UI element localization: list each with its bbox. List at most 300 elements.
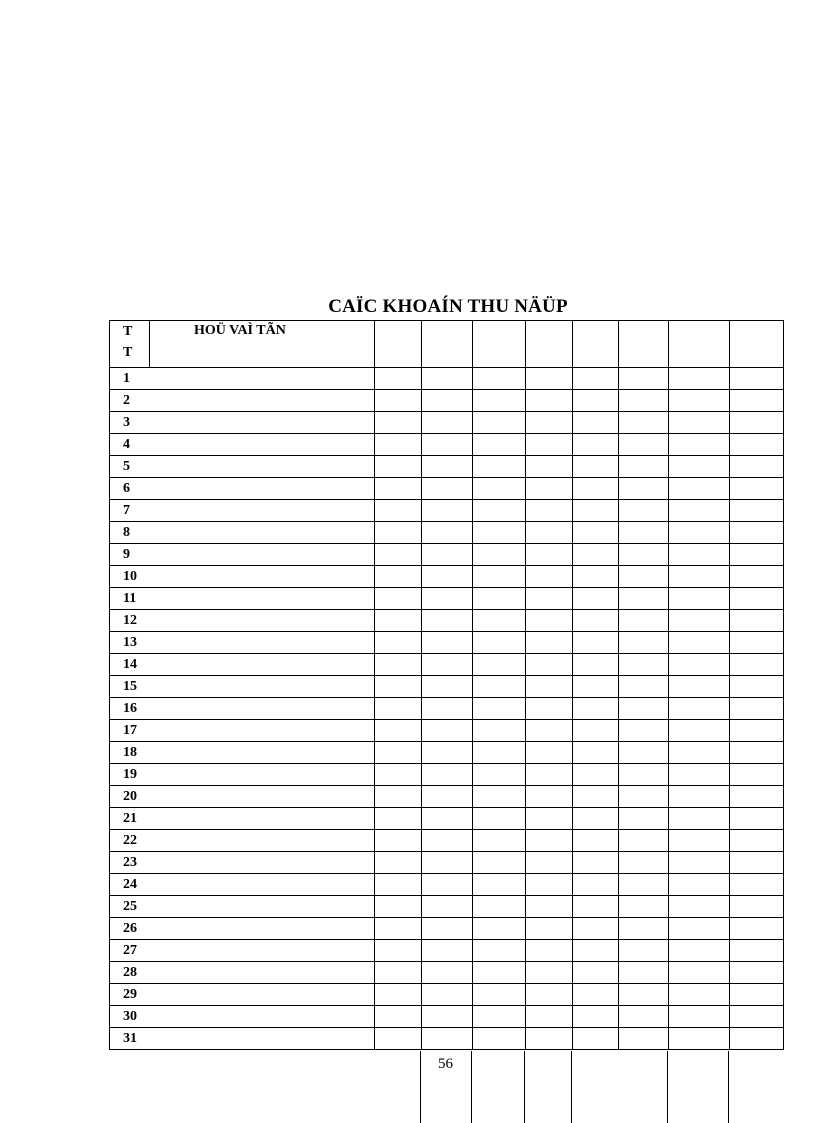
blank-cell[interactable]	[473, 808, 526, 830]
blank-cell[interactable]	[669, 676, 730, 698]
blank-cell[interactable]	[375, 940, 422, 962]
table-row	[110, 940, 784, 962]
blank-cell[interactable]	[619, 478, 669, 500]
blank-cell[interactable]	[422, 1006, 473, 1028]
blank-cell[interactable]	[669, 610, 730, 632]
header-blank	[669, 321, 730, 368]
blank-cell[interactable]	[375, 852, 422, 874]
blank-cell[interactable]	[422, 368, 473, 390]
blank-cell[interactable]	[669, 522, 730, 544]
blank-cell[interactable]	[526, 940, 573, 962]
blank-cell[interactable]	[619, 412, 669, 434]
blank-cell[interactable]	[573, 852, 619, 874]
blank-cell[interactable]	[422, 742, 473, 764]
blank-cell[interactable]	[473, 764, 526, 786]
table-row	[110, 1028, 784, 1050]
blank-cell[interactable]	[730, 588, 784, 610]
blank-cell[interactable]	[526, 500, 573, 522]
blank-cell[interactable]	[730, 918, 784, 940]
blank-cell[interactable]	[669, 808, 730, 830]
blank-cell[interactable]	[730, 698, 784, 720]
blank-cell[interactable]	[375, 962, 422, 984]
blank-cell[interactable]	[375, 984, 422, 1006]
blank-cell[interactable]	[473, 632, 526, 654]
blank-cell[interactable]	[473, 588, 526, 610]
header-blank	[573, 321, 619, 368]
blank-cell[interactable]	[375, 786, 422, 808]
blank-cell[interactable]	[473, 698, 526, 720]
blank-cell[interactable]	[669, 654, 730, 676]
blank-cell[interactable]	[526, 632, 573, 654]
blank-cell[interactable]	[730, 610, 784, 632]
blank-cell[interactable]	[573, 874, 619, 896]
blank-cell[interactable]	[669, 962, 730, 984]
blank-cell[interactable]	[619, 544, 669, 566]
blank-cell[interactable]	[730, 984, 784, 1006]
blank-cell[interactable]	[730, 1006, 784, 1028]
blank-cell[interactable]	[573, 610, 619, 632]
blank-cell[interactable]	[730, 720, 784, 742]
row-number: 14	[110, 654, 375, 676]
fees-table	[109, 320, 784, 1050]
blank-cell[interactable]	[730, 852, 784, 874]
blank-cell[interactable]	[473, 874, 526, 896]
blank-cell[interactable]	[422, 654, 473, 676]
blank-cell[interactable]	[526, 962, 573, 984]
blank-cell[interactable]	[473, 830, 526, 852]
blank-cell[interactable]	[473, 522, 526, 544]
blank-cell[interactable]	[573, 390, 619, 412]
blank-cell[interactable]	[422, 456, 473, 478]
blank-cell[interactable]	[422, 632, 473, 654]
blank-cell[interactable]	[619, 984, 669, 1006]
blank-cell[interactable]	[669, 588, 730, 610]
blank-cell[interactable]	[375, 588, 422, 610]
blank-cell[interactable]	[573, 456, 619, 478]
row-number: 30	[110, 1006, 375, 1028]
blank-cell[interactable]	[573, 434, 619, 456]
table-row	[110, 962, 784, 984]
blank-cell[interactable]	[730, 522, 784, 544]
blank-cell[interactable]	[669, 874, 730, 896]
blank-cell[interactable]	[422, 390, 473, 412]
blank-cell[interactable]	[526, 742, 573, 764]
blank-cell[interactable]	[619, 1006, 669, 1028]
row-number: 15	[110, 676, 375, 698]
blank-cell[interactable]	[526, 588, 573, 610]
blank-cell[interactable]	[730, 654, 784, 676]
blank-cell[interactable]	[573, 588, 619, 610]
row-number: 16	[110, 698, 375, 720]
blank-cell[interactable]	[669, 896, 730, 918]
blank-cell[interactable]	[669, 786, 730, 808]
blank-cell[interactable]	[730, 500, 784, 522]
blank-cell[interactable]	[375, 500, 422, 522]
blank-cell[interactable]	[375, 676, 422, 698]
blank-cell[interactable]	[730, 368, 784, 390]
blank-cell[interactable]	[375, 412, 422, 434]
row-number: 19	[110, 764, 375, 786]
blank-cell[interactable]	[375, 896, 422, 918]
blank-cell[interactable]	[669, 830, 730, 852]
blank-cell[interactable]	[422, 984, 473, 1006]
blank-cell[interactable]	[375, 698, 422, 720]
blank-cell[interactable]	[526, 1006, 573, 1028]
blank-cell[interactable]	[473, 566, 526, 588]
row-number: 18	[110, 742, 375, 764]
row-number: 23	[110, 852, 375, 874]
blank-cell[interactable]	[619, 368, 669, 390]
blank-cell[interactable]	[730, 940, 784, 962]
blank-cell[interactable]	[619, 610, 669, 632]
table-row	[110, 1006, 784, 1028]
blank-cell[interactable]	[422, 940, 473, 962]
blank-cell[interactable]	[422, 588, 473, 610]
blank-cell[interactable]	[375, 742, 422, 764]
table-row	[110, 434, 784, 456]
blank-cell[interactable]	[730, 390, 784, 412]
blank-cell[interactable]	[669, 1028, 730, 1050]
blank-cell[interactable]	[375, 456, 422, 478]
blank-cell[interactable]	[573, 896, 619, 918]
row-number: 4	[110, 434, 375, 456]
blank-cell[interactable]	[473, 676, 526, 698]
blank-cell[interactable]	[573, 830, 619, 852]
blank-cell[interactable]	[473, 390, 526, 412]
column-tail-line	[571, 1051, 572, 1123]
blank-cell[interactable]	[730, 632, 784, 654]
table-row	[110, 676, 784, 698]
table-row	[110, 808, 784, 830]
blank-cell[interactable]	[619, 1028, 669, 1050]
blank-cell[interactable]	[473, 1028, 526, 1050]
blank-cell[interactable]	[730, 434, 784, 456]
header-blank	[473, 321, 526, 368]
blank-cell[interactable]	[526, 698, 573, 720]
blank-cell[interactable]	[669, 1006, 730, 1028]
blank-cell[interactable]	[573, 984, 619, 1006]
blank-cell[interactable]	[619, 390, 669, 412]
blank-cell[interactable]	[526, 918, 573, 940]
blank-cell[interactable]	[619, 808, 669, 830]
blank-cell[interactable]	[619, 874, 669, 896]
row-number: 20	[110, 786, 375, 808]
blank-cell[interactable]	[669, 698, 730, 720]
blank-cell[interactable]	[730, 478, 784, 500]
blank-cell[interactable]	[526, 368, 573, 390]
blank-cell[interactable]	[422, 610, 473, 632]
row-number: 22	[110, 830, 375, 852]
blank-cell[interactable]	[526, 676, 573, 698]
header-tt	[110, 321, 150, 368]
blank-cell[interactable]	[669, 412, 730, 434]
row-number: 31	[110, 1028, 375, 1050]
blank-cell[interactable]	[573, 1006, 619, 1028]
blank-cell[interactable]	[573, 522, 619, 544]
blank-cell[interactable]	[619, 720, 669, 742]
blank-cell[interactable]	[730, 896, 784, 918]
column-tail-line	[728, 1051, 729, 1123]
blank-cell[interactable]	[422, 478, 473, 500]
blank-cell[interactable]	[526, 874, 573, 896]
table-row	[110, 544, 784, 566]
blank-cell[interactable]	[619, 786, 669, 808]
blank-cell[interactable]	[473, 654, 526, 676]
blank-cell[interactable]	[573, 368, 619, 390]
blank-cell[interactable]	[573, 720, 619, 742]
blank-cell[interactable]	[619, 830, 669, 852]
blank-cell[interactable]	[573, 654, 619, 676]
blank-cell[interactable]	[669, 544, 730, 566]
blank-cell[interactable]	[375, 434, 422, 456]
blank-cell[interactable]	[375, 830, 422, 852]
blank-cell[interactable]	[730, 544, 784, 566]
blank-cell[interactable]	[422, 830, 473, 852]
blank-cell[interactable]	[730, 808, 784, 830]
blank-cell[interactable]	[619, 456, 669, 478]
table-row	[110, 500, 784, 522]
table-row	[110, 874, 784, 896]
blank-cell[interactable]	[573, 698, 619, 720]
blank-cell[interactable]	[730, 676, 784, 698]
blank-cell[interactable]	[473, 852, 526, 874]
blank-cell[interactable]	[375, 764, 422, 786]
row-number: 10	[110, 566, 375, 588]
blank-cell[interactable]	[573, 632, 619, 654]
blank-cell[interactable]	[619, 566, 669, 588]
blank-cell[interactable]	[473, 918, 526, 940]
blank-cell[interactable]	[422, 434, 473, 456]
blank-cell[interactable]	[619, 698, 669, 720]
blank-cell[interactable]	[573, 808, 619, 830]
blank-cell[interactable]	[730, 456, 784, 478]
blank-cell[interactable]	[573, 940, 619, 962]
blank-cell[interactable]	[473, 544, 526, 566]
blank-cell[interactable]	[422, 1028, 473, 1050]
blank-cell[interactable]	[422, 962, 473, 984]
blank-cell[interactable]	[669, 456, 730, 478]
blank-cell[interactable]	[473, 984, 526, 1006]
blank-cell[interactable]	[375, 566, 422, 588]
blank-cell[interactable]	[619, 896, 669, 918]
blank-cell[interactable]	[669, 918, 730, 940]
blank-cell[interactable]	[619, 962, 669, 984]
blank-cell[interactable]	[619, 522, 669, 544]
blank-cell[interactable]	[422, 808, 473, 830]
blank-cell[interactable]	[375, 720, 422, 742]
table-row	[110, 742, 784, 764]
blank-cell[interactable]	[669, 368, 730, 390]
blank-cell[interactable]	[669, 720, 730, 742]
column-tail-line	[420, 1051, 421, 1123]
blank-cell[interactable]	[375, 918, 422, 940]
blank-cell[interactable]	[422, 500, 473, 522]
blank-cell[interactable]	[526, 984, 573, 1006]
blank-cell[interactable]	[526, 830, 573, 852]
blank-cell[interactable]	[473, 962, 526, 984]
header-blank	[730, 321, 784, 368]
blank-cell[interactable]	[730, 742, 784, 764]
blank-cell[interactable]	[526, 852, 573, 874]
blank-cell[interactable]	[526, 720, 573, 742]
blank-cell[interactable]	[669, 500, 730, 522]
blank-cell[interactable]	[526, 808, 573, 830]
blank-cell[interactable]	[573, 500, 619, 522]
blank-cell[interactable]	[730, 764, 784, 786]
blank-cell[interactable]	[573, 742, 619, 764]
blank-cell[interactable]	[422, 764, 473, 786]
blank-cell[interactable]	[422, 544, 473, 566]
blank-cell[interactable]	[422, 852, 473, 874]
blank-cell[interactable]	[375, 654, 422, 676]
blank-cell[interactable]	[473, 720, 526, 742]
blank-cell[interactable]	[573, 544, 619, 566]
blank-cell[interactable]	[526, 654, 573, 676]
blank-cell[interactable]	[619, 742, 669, 764]
blank-cell[interactable]	[375, 522, 422, 544]
blank-cell[interactable]	[573, 764, 619, 786]
blank-cell[interactable]	[375, 1028, 422, 1050]
blank-cell[interactable]	[473, 478, 526, 500]
row-number: 8	[110, 522, 375, 544]
blank-cell[interactable]	[422, 412, 473, 434]
blank-cell[interactable]	[619, 940, 669, 962]
blank-cell[interactable]	[730, 566, 784, 588]
blank-cell[interactable]	[473, 456, 526, 478]
header-blank	[422, 321, 473, 368]
blank-cell[interactable]	[473, 742, 526, 764]
blank-cell[interactable]	[526, 522, 573, 544]
blank-cell[interactable]	[573, 918, 619, 940]
blank-cell[interactable]	[669, 434, 730, 456]
blank-cell[interactable]	[422, 874, 473, 896]
header-blank	[375, 321, 422, 368]
blank-cell[interactable]	[375, 544, 422, 566]
blank-cell[interactable]	[526, 786, 573, 808]
table-row	[110, 698, 784, 720]
blank-cell[interactable]	[375, 874, 422, 896]
blank-cell[interactable]	[526, 544, 573, 566]
table-header-row	[110, 321, 784, 368]
blank-cell[interactable]	[573, 962, 619, 984]
blank-cell[interactable]	[526, 896, 573, 918]
row-number: 11	[110, 588, 375, 610]
table-row	[110, 522, 784, 544]
blank-cell[interactable]	[526, 610, 573, 632]
blank-cell[interactable]	[730, 786, 784, 808]
row-number: 29	[110, 984, 375, 1006]
blank-cell[interactable]	[730, 962, 784, 984]
blank-cell[interactable]	[526, 566, 573, 588]
blank-cell[interactable]	[730, 412, 784, 434]
blank-cell[interactable]	[375, 478, 422, 500]
blank-cell[interactable]	[526, 434, 573, 456]
blank-cell[interactable]	[422, 918, 473, 940]
table-row	[110, 478, 784, 500]
blank-cell[interactable]	[669, 632, 730, 654]
blank-cell[interactable]	[573, 478, 619, 500]
blank-cell[interactable]	[473, 610, 526, 632]
blank-cell[interactable]	[619, 500, 669, 522]
page-number: 56	[438, 1056, 453, 1072]
table-row	[110, 610, 784, 632]
blank-cell[interactable]	[573, 1028, 619, 1050]
blank-cell[interactable]	[619, 588, 669, 610]
blank-cell[interactable]	[422, 720, 473, 742]
table-row	[110, 588, 784, 610]
blank-cell[interactable]	[375, 808, 422, 830]
blank-cell[interactable]	[669, 566, 730, 588]
blank-cell[interactable]	[375, 390, 422, 412]
blank-cell[interactable]	[422, 896, 473, 918]
blank-cell[interactable]	[473, 1006, 526, 1028]
blank-cell[interactable]	[619, 764, 669, 786]
blank-cell[interactable]	[375, 610, 422, 632]
blank-cell[interactable]	[573, 412, 619, 434]
blank-cell[interactable]	[526, 456, 573, 478]
blank-cell[interactable]	[422, 676, 473, 698]
blank-cell[interactable]	[669, 764, 730, 786]
blank-cell[interactable]	[473, 500, 526, 522]
blank-cell[interactable]	[526, 764, 573, 786]
blank-cell[interactable]	[526, 390, 573, 412]
blank-cell[interactable]	[473, 940, 526, 962]
column-tail-line	[667, 1051, 668, 1123]
blank-cell[interactable]	[730, 1028, 784, 1050]
blank-cell[interactable]	[573, 786, 619, 808]
blank-cell[interactable]	[473, 368, 526, 390]
blank-cell[interactable]	[669, 478, 730, 500]
row-number: 27	[110, 940, 375, 962]
blank-cell[interactable]	[669, 852, 730, 874]
blank-cell[interactable]	[473, 412, 526, 434]
blank-cell[interactable]	[526, 412, 573, 434]
blank-cell[interactable]	[730, 830, 784, 852]
blank-cell[interactable]	[526, 1028, 573, 1050]
blank-cell[interactable]	[669, 742, 730, 764]
blank-cell[interactable]	[619, 434, 669, 456]
blank-cell[interactable]	[573, 676, 619, 698]
blank-cell[interactable]	[526, 478, 573, 500]
blank-cell[interactable]	[669, 984, 730, 1006]
blank-cell[interactable]	[375, 632, 422, 654]
blank-cell[interactable]	[473, 434, 526, 456]
blank-cell[interactable]	[619, 852, 669, 874]
blank-cell[interactable]	[422, 566, 473, 588]
row-number: 3	[110, 412, 375, 434]
column-tail-line	[471, 1051, 472, 1123]
blank-cell[interactable]	[375, 368, 422, 390]
blank-cell[interactable]	[473, 786, 526, 808]
blank-cell[interactable]	[619, 918, 669, 940]
blank-cell[interactable]	[730, 874, 784, 896]
blank-cell[interactable]	[573, 566, 619, 588]
row-number: 12	[110, 610, 375, 632]
blank-cell[interactable]	[422, 698, 473, 720]
blank-cell[interactable]	[422, 522, 473, 544]
blank-cell[interactable]	[422, 786, 473, 808]
row-number: 24	[110, 874, 375, 896]
blank-cell[interactable]	[669, 390, 730, 412]
blank-cell[interactable]	[619, 632, 669, 654]
blank-cell[interactable]	[375, 1006, 422, 1028]
blank-cell[interactable]	[669, 940, 730, 962]
table-row	[110, 566, 784, 588]
blank-cell[interactable]	[473, 896, 526, 918]
table-row	[110, 390, 784, 412]
blank-cell[interactable]	[619, 676, 669, 698]
blank-cell[interactable]	[619, 654, 669, 676]
